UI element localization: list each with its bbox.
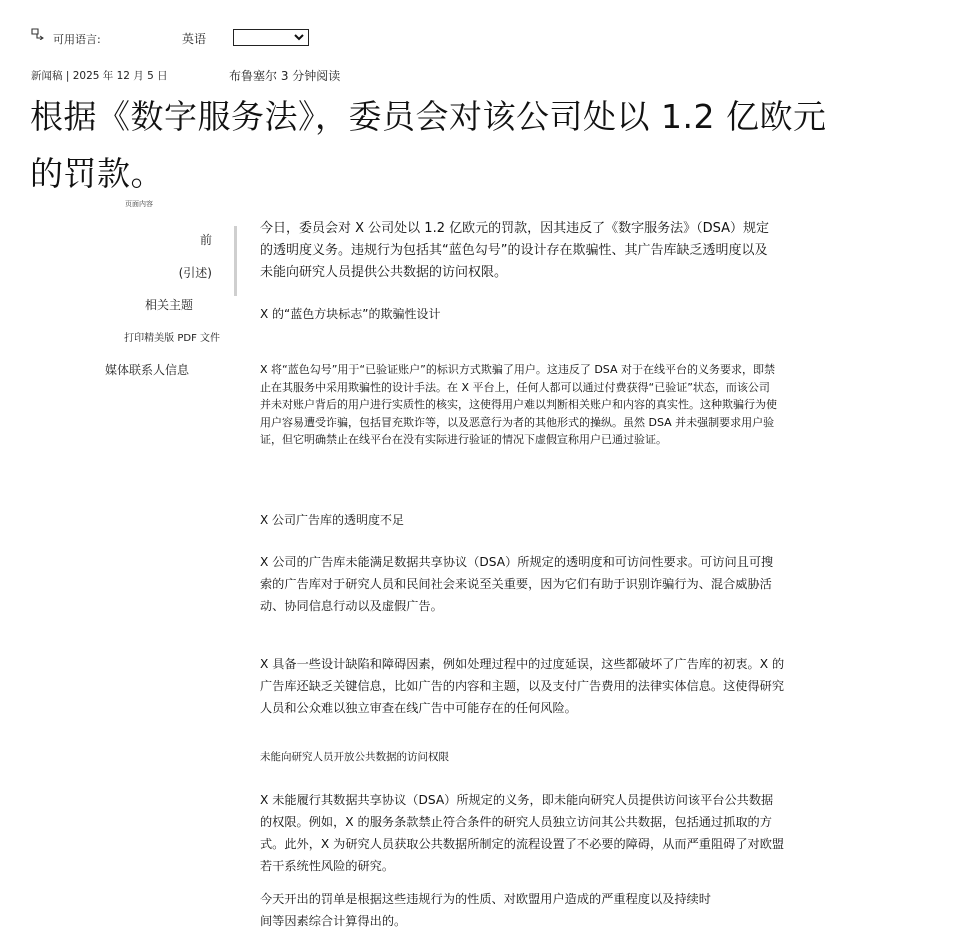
article-intro: 今日，委员会对 X 公司处以 1.2 亿欧元的罚款，因其违反了《数字服务法》（DSA）规定的透明度义务。违规行为包括其“蓝色勾号”的设计存在欺骗性、其广告库缺乏透明度以及未能向研究人员提供公共数据的访问权限。 <box>260 221 770 280</box>
nav-item-media-contacts[interactable]: 媒体联系人信息 <box>104 363 189 377</box>
chevron-down-icon <box>293 31 305 43</box>
nav-item-preface[interactable]: 前 <box>199 233 212 247</box>
nav-scroll-indicator <box>234 226 237 296</box>
article-paragraph: X 未能履行其数据共享协议（DSA）所规定的义务，即未能向研究人员提供访问该平台公共数据的权限。例如，X 的服务条款禁止符合条件的研究人员独立访问其公共数据，包括通过抓取的方式。此外，X 为研究人员获取公共数据所制定的流程设置了不必要的障碍，从而严重阻碍了对欧盟若干系统性风险的研究。 <box>260 793 785 873</box>
nav-item-related-topics[interactable]: 相关主题 <box>144 298 193 312</box>
language-selected-value: 英语 <box>182 32 207 46</box>
language-label: 可用语言: <box>53 33 101 46</box>
page-title: 根据《数字服务法》，委员会对该公司处以 1.2 亿欧元的罚款。 <box>30 97 827 193</box>
article-paragraph: X 公司的广告库未能满足数据共享协议（DSA）所规定的透明度和可访问性要求。可访问且可搜索的广告库对于研究人员和民间社会来说至关重要，因为它们有助于识别诈骗行为、混合威胁活动、协同信息行动以及虚假广告。 <box>260 555 774 613</box>
section-heading-blue-check: X 的“蓝色方块标志”的欺骗性设计 <box>260 307 441 321</box>
article-paragraph: X 具备一些设计缺陷和障碍因素，例如处理过程中的过度延误，这些都破坏了广告库的初衷。X 的广告库还缺乏关键信息，比如广告的内容和主题，以及支付广告费用的法律实体信息。这使得研究人员和公众难以独立审查在线广告中可能存在的任何风险。 <box>260 657 785 715</box>
article-paragraph: X 将“蓝色勾号”用于“已验证账户”的标识方式欺骗了用户。这违反了 DSA 对于在线平台的义务要求，即禁止在其服务中采用欺骗性的设计手法。在 X 平台上，任何人都可以通过付费获得“已验证”状态，而该公司并未对账户背后的用户进行实质性的核实，这使得用户难以判断相关账户和内容的真实性。这种欺骗行为使用户容易遭受诈骗，包括冒充欺诈等，以及恶意行为者的其他形式的操纵。虽然 DSA 并未强制要求用户验证，但它明确禁止在线平台在没有实际进行验证的情况下虚假宣称用户已通过验证。 <box>260 363 777 446</box>
language-select[interactable] <box>233 29 309 46</box>
press-release-meta: 新闻稿 | 2025 年 12 月 5 日 <box>31 70 168 82</box>
section-heading-data-access: 未能向研究人员开放公共数据的访问权限 <box>260 751 449 763</box>
page-contents-label: 页面内容 <box>125 200 153 208</box>
location-reading-time: 布鲁塞尔 3 分钟阅读 <box>229 69 341 83</box>
nav-item-citation[interactable]: (引述) <box>178 266 212 280</box>
section-heading-ad-library: X 公司广告库的透明度不足 <box>260 513 405 527</box>
nav-item-print-pdf[interactable]: 打印精美版 PDF 文件 <box>124 333 220 344</box>
language-icon <box>31 28 45 40</box>
article-paragraph: 今天开出的罚单是根据这些违规行为的性质、对欧盟用户造成的严重程度以及持续时间等因素综合计算得出的。 <box>260 892 711 928</box>
